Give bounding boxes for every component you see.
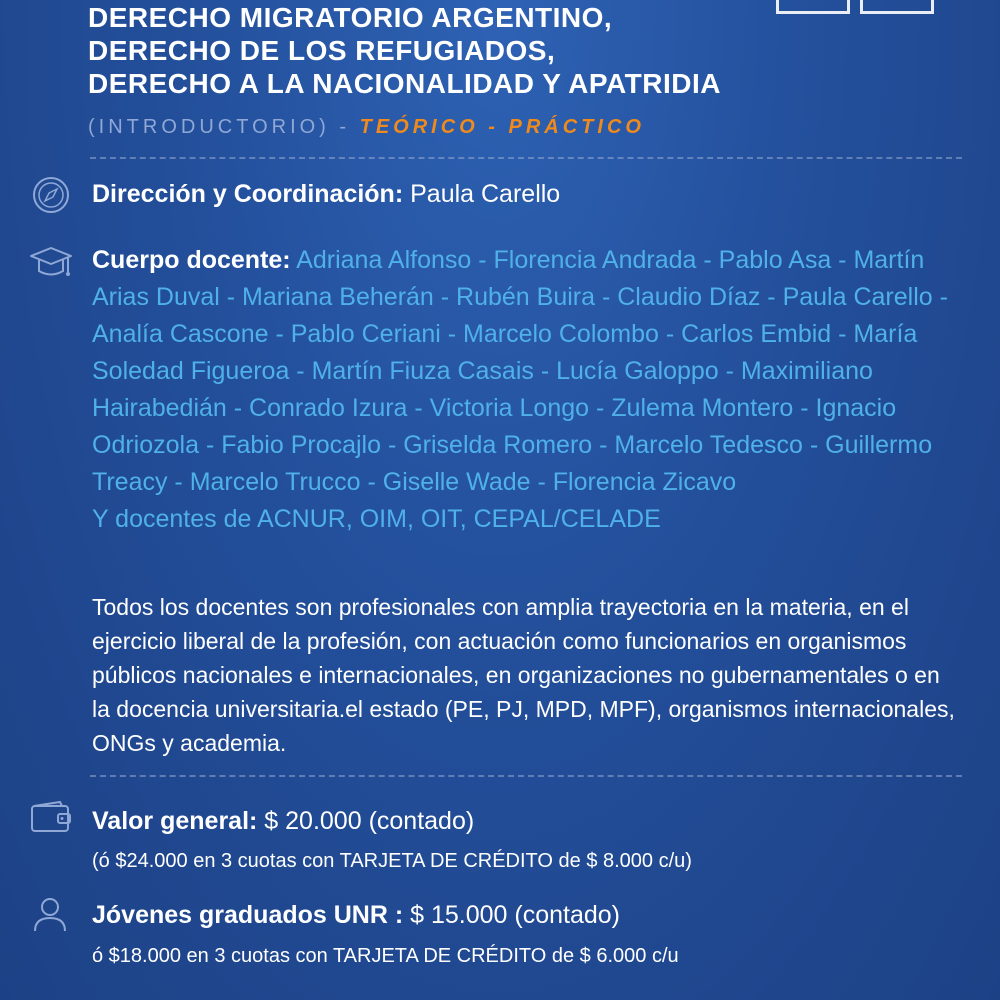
subtitle-accent: TEÓRICO - PRÁCTICO [359, 116, 645, 138]
title-line-2: DERECHO DE LOS REFUGIADOS, [88, 35, 556, 66]
top-decoration-box-left [776, 0, 850, 14]
valor-value: $ 20.000 (contado) [257, 807, 475, 835]
docentes-label: Cuerpo docente: [92, 246, 291, 274]
divider-top [90, 157, 962, 159]
graduation-cap-icon [28, 244, 74, 284]
subtitle-separator: - [329, 116, 360, 138]
wallet-icon [30, 800, 72, 834]
jovenes-label: Jóvenes graduados UNR : [92, 901, 404, 929]
subtitle-intro: (INTRODUCTORIO) [88, 116, 330, 138]
jovenes-value: $ 15.000 (contado) [403, 901, 621, 929]
direccion-row [92, 180, 560, 209]
valor-label: Valor general: [92, 807, 258, 835]
divider-bottom [90, 775, 962, 777]
direccion-value: Paula Carello [403, 180, 561, 208]
valor-note: (ó $24.000 en 3 cuotas con TARJETA DE CRÉDITO de $ 8.000 c/u) [92, 850, 692, 872]
title-line-3: DERECHO A LA NACIONALIDAD Y APATRIDIA [88, 68, 721, 99]
jovenes-note: ó $18.000 en 3 cuotas con TARJETA DE CRÉDITO de $ 6.000 c/u [92, 945, 679, 967]
docentes-names: Adriana Alfonso - Florencia Andrada - Pablo Asa - Martín Arias Duval - Mariana Beherán - Rubén Buira - Claudio Díaz - Paula Carello - Analía Cascone - Pablo Ceriani - Marcelo Colombo - Carlos Embid - María Soledad Figueroa - Martín Fiuza Casais - Lucía Galoppo - Maximiliano Hairabedián - Conrado Izura - Victoria Longo - Zulema Montero - Ignacio Odriozola - Fabio Procajlo - Griselda Romero - Marcelo Tedesco - Guillermo Treacy - Marcelo Trucco - Giselle Wade - Florencia Zicavo [92, 246, 948, 496]
direccion-label: Dirección y Coordinación: [92, 180, 404, 208]
docentes-extra: Y docentes de ACNUR, OIM, OIT, CEPAL/CELADE [92, 505, 661, 533]
top-decoration-box-right [860, 0, 934, 14]
jovenes-row [92, 901, 620, 930]
title-line-1: DERECHO MIGRATORIO ARGENTINO, [88, 2, 613, 33]
valor-row [92, 807, 474, 836]
person-icon [30, 894, 70, 934]
docentes-block [92, 242, 952, 538]
docentes-description: Todos los docentes son profesionales con amplia trayectoria en la materia, en el ejercicio liberal de la profesión, con actuación como funcionarios en organismos públicos nacionales e internacionales, en organizaciones no gubernamentales o en la docencia universitaria.el estado (PE, PJ, MPD, MPF), organismos internacionales, ONGs y academia. [92, 594, 955, 756]
subtitle [88, 116, 645, 139]
compass-icon [32, 176, 70, 214]
